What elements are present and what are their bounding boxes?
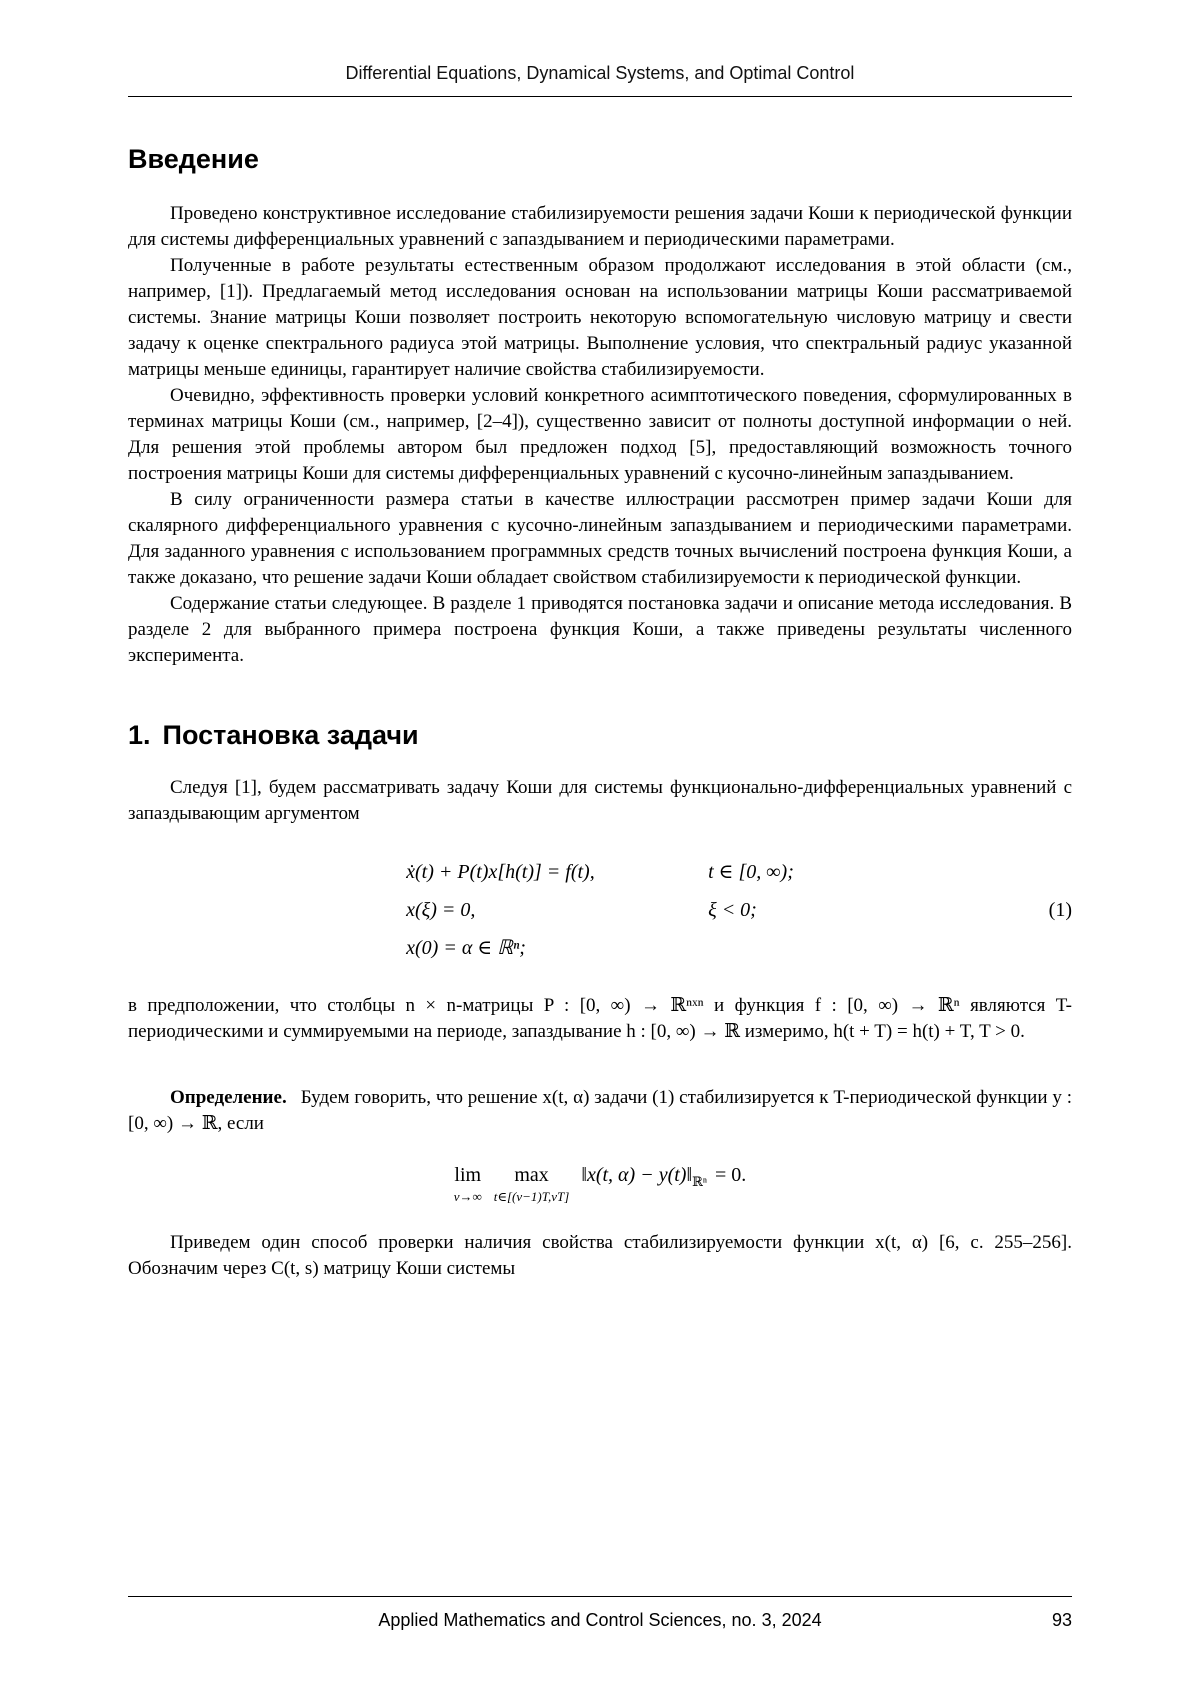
max-operator [494, 1163, 570, 1204]
equation-1-row-3 [406, 929, 794, 967]
eq1-line3-expression: x(0) = α ∈ ℝⁿ; [406, 937, 526, 959]
definition-label: Определение. [170, 1087, 287, 1108]
section1-lead-paragraph: Следуя [1], будем рассматривать задачу Коши для системы функционально-дифференциальных уравнений с запаздывающим аргументом [128, 777, 1072, 824]
intro-paragraph-2: Полученные в работе результаты естественным образом продолжают исследования в этой области (см., например, [1]). Предлагаемый метод исследования основан на использовании матрицы Коши рассматриваемой системы. Знание матрицы Коши позволяет построить некоторую вспомогательную числовую матрицу и свести задачу к оценке спектрального радиуса этой матрицы. Выполнение условия, что спектральный радиус указанной матрицы меньше единицы, гарантирует наличие свойства стабилизируемости. [128, 255, 1072, 380]
display-equation-1 [128, 853, 1072, 967]
equation-rhs: = 0. [714, 1164, 747, 1186]
eq1-line1-condition: t ∈ [0, ∞); [708, 861, 794, 883]
eq1-line1-expression: ẋ(t) + P(t)x[h(t)] = f(t), [406, 861, 595, 883]
equation-1-row-1 [406, 853, 794, 891]
page-body [128, 143, 1072, 1282]
limit-equation [128, 1163, 1072, 1204]
after-equation-paragraph: в предположении, что столбцы n × n-матрицы P : [0, ∞) → ℝⁿˣⁿ и функция f : [0, ∞) → ℝⁿ являются T-периодическими и суммируемыми на периоде, запаздывание h : [0, ∞) → ℝ измеримо, h(t + T) = h(t) + T, T > 0. [128, 995, 1072, 1042]
intro-paragraph-5: Содержание статьи следующее. В разделе 1 приводятся постановка задачи и описание метода исследования. В разделе 2 для выбранного примера построена функция Коши, а также приведены результаты численного эксперимента. [128, 593, 1072, 666]
max-symbol: max [514, 1164, 549, 1186]
definition-text: Будем говорить, что решение x(t, α) задачи (1) стабилизируется к T-периодической функции y : [0, ∞) → ℝ, если [128, 1087, 1072, 1134]
eq1-line2-expression: x(ξ) = 0, [406, 899, 476, 921]
eq1-line2-condition: ξ < 0; [708, 899, 757, 921]
definition-paragraph [128, 1085, 1072, 1137]
section-1-heading [128, 719, 1072, 751]
equation-1-number: (1) [1048, 899, 1072, 921]
intro-paragraph-3: Очевидно, эффективность проверки условий конкретного асимптотического поведения, сформулированных в терминах матрицы Коши (см., например, [2–4]), существенно зависит от полноты доступной информации о ней. Для решения этой проблемы автором был предложен подход [5], предоставляющий возможность точного построения матрицы Коши для системы дифференциальных уравнений с кусочно-линейным запаздыванием. [128, 385, 1072, 484]
page-header [128, 0, 1072, 97]
section-1-number: 1. [128, 720, 151, 750]
equation-1-row-2 [406, 891, 794, 929]
lim-subscript: ν→∞ [453, 1189, 482, 1204]
max-subscript: t∈[(ν−1)T,νT] [493, 1189, 570, 1204]
norm-subscript: ℝⁿ [692, 1174, 707, 1189]
header-rule [128, 96, 1072, 97]
lim-operator [454, 1163, 482, 1204]
lim-symbol: lim [454, 1164, 482, 1186]
running-head: Differential Equations, Dynamical Systems, and Optimal Control [345, 63, 855, 83]
intro-paragraph-1: Проведено конструктивное исследование стабилизируемости решения задачи Коши к периодической функции для системы дифференциальных уравнений с запаздыванием и периодическими параметрами. [128, 203, 1072, 250]
section-1-title: Постановка задачи [162, 720, 419, 750]
intro-heading: Введение [128, 144, 259, 174]
intro-paragraph-4: В силу ограниченности размера статьи в качестве иллюстрации рассмотрен пример задачи Коши для скалярного дифференциального уравнения с кусочно-линейным запаздыванием и периодическими параметрами. Для заданного уравнения с использованием программных средств точных вычислений построена функция Коши, а также доказано, что решение задачи Коши обладает свойством стабилизируемости к периодической функции. [128, 489, 1072, 588]
page-footer [128, 1596, 1072, 1631]
journal-line: Applied Mathematics and Control Sciences, no. 3, 2024 [378, 1610, 822, 1630]
footer-row [128, 1609, 1072, 1631]
footer-rule [128, 1596, 1072, 1597]
equation-1-lines [406, 853, 794, 967]
norm-body: ‖x(t, α) − y(t)‖ [581, 1164, 693, 1186]
page-number: 93 [1051, 1610, 1072, 1630]
closing-paragraph: Приведем один способ проверки наличия свойства стабилизируемости функции x(t, α) [6, с. 255–256]. Обозначим через C(t, s) матрицу Коши системы [128, 1232, 1072, 1279]
norm-expression [581, 1163, 746, 1187]
